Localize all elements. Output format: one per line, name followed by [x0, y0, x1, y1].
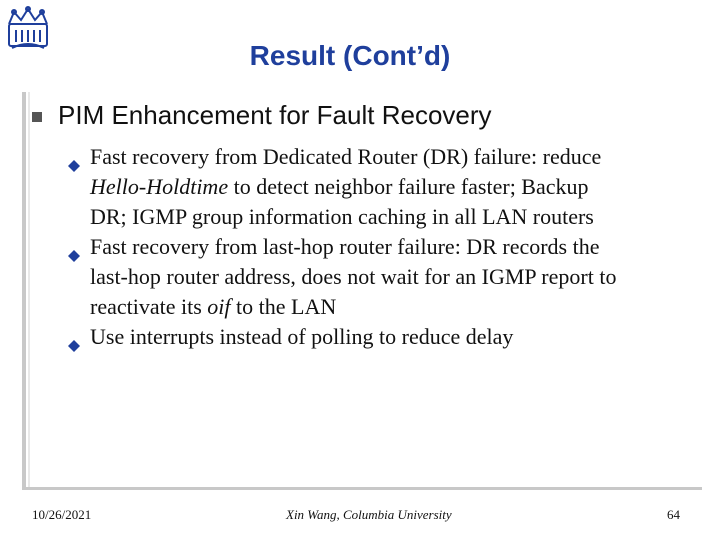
bullet-line: Use interrupts instead of polling to reduce delay [90, 324, 514, 349]
bullet-text [90, 142, 690, 232]
bullet-line: Fast recovery from Dedicated Router (DR) failure: reduce [90, 144, 602, 169]
diamond-bullet-icon [68, 240, 80, 252]
footer-author: Xin Wang, Columbia University [286, 507, 452, 522]
page-number: 64 [667, 507, 680, 522]
bullet-text [90, 322, 690, 352]
slide-title-text: Result (Cont’d) [249, 40, 451, 71]
bullet-line: last-hop router address, does not wait for an IGMP report to [90, 264, 617, 289]
bullet-text [90, 232, 690, 322]
slide-title [0, 40, 700, 72]
diamond-bullet-icon [68, 330, 80, 342]
footer-date: 10/26/2021 [32, 507, 92, 522]
diamond-bullet-icon [68, 150, 80, 162]
level1-heading: PIM Enhancement for Fault Recovery [58, 100, 492, 130]
bullet-line: Hello-Holdtime to detect neighbor failure faster; Backup [90, 174, 589, 199]
square-bullet-icon [32, 112, 42, 122]
bullet-line: reactivate its oif to the LAN [90, 294, 337, 319]
bullet-line: Fast recovery from last-hop router failure: DR records the [90, 234, 600, 259]
bullet-line: DR; IGMP group information caching in all LAN routers [90, 204, 594, 229]
